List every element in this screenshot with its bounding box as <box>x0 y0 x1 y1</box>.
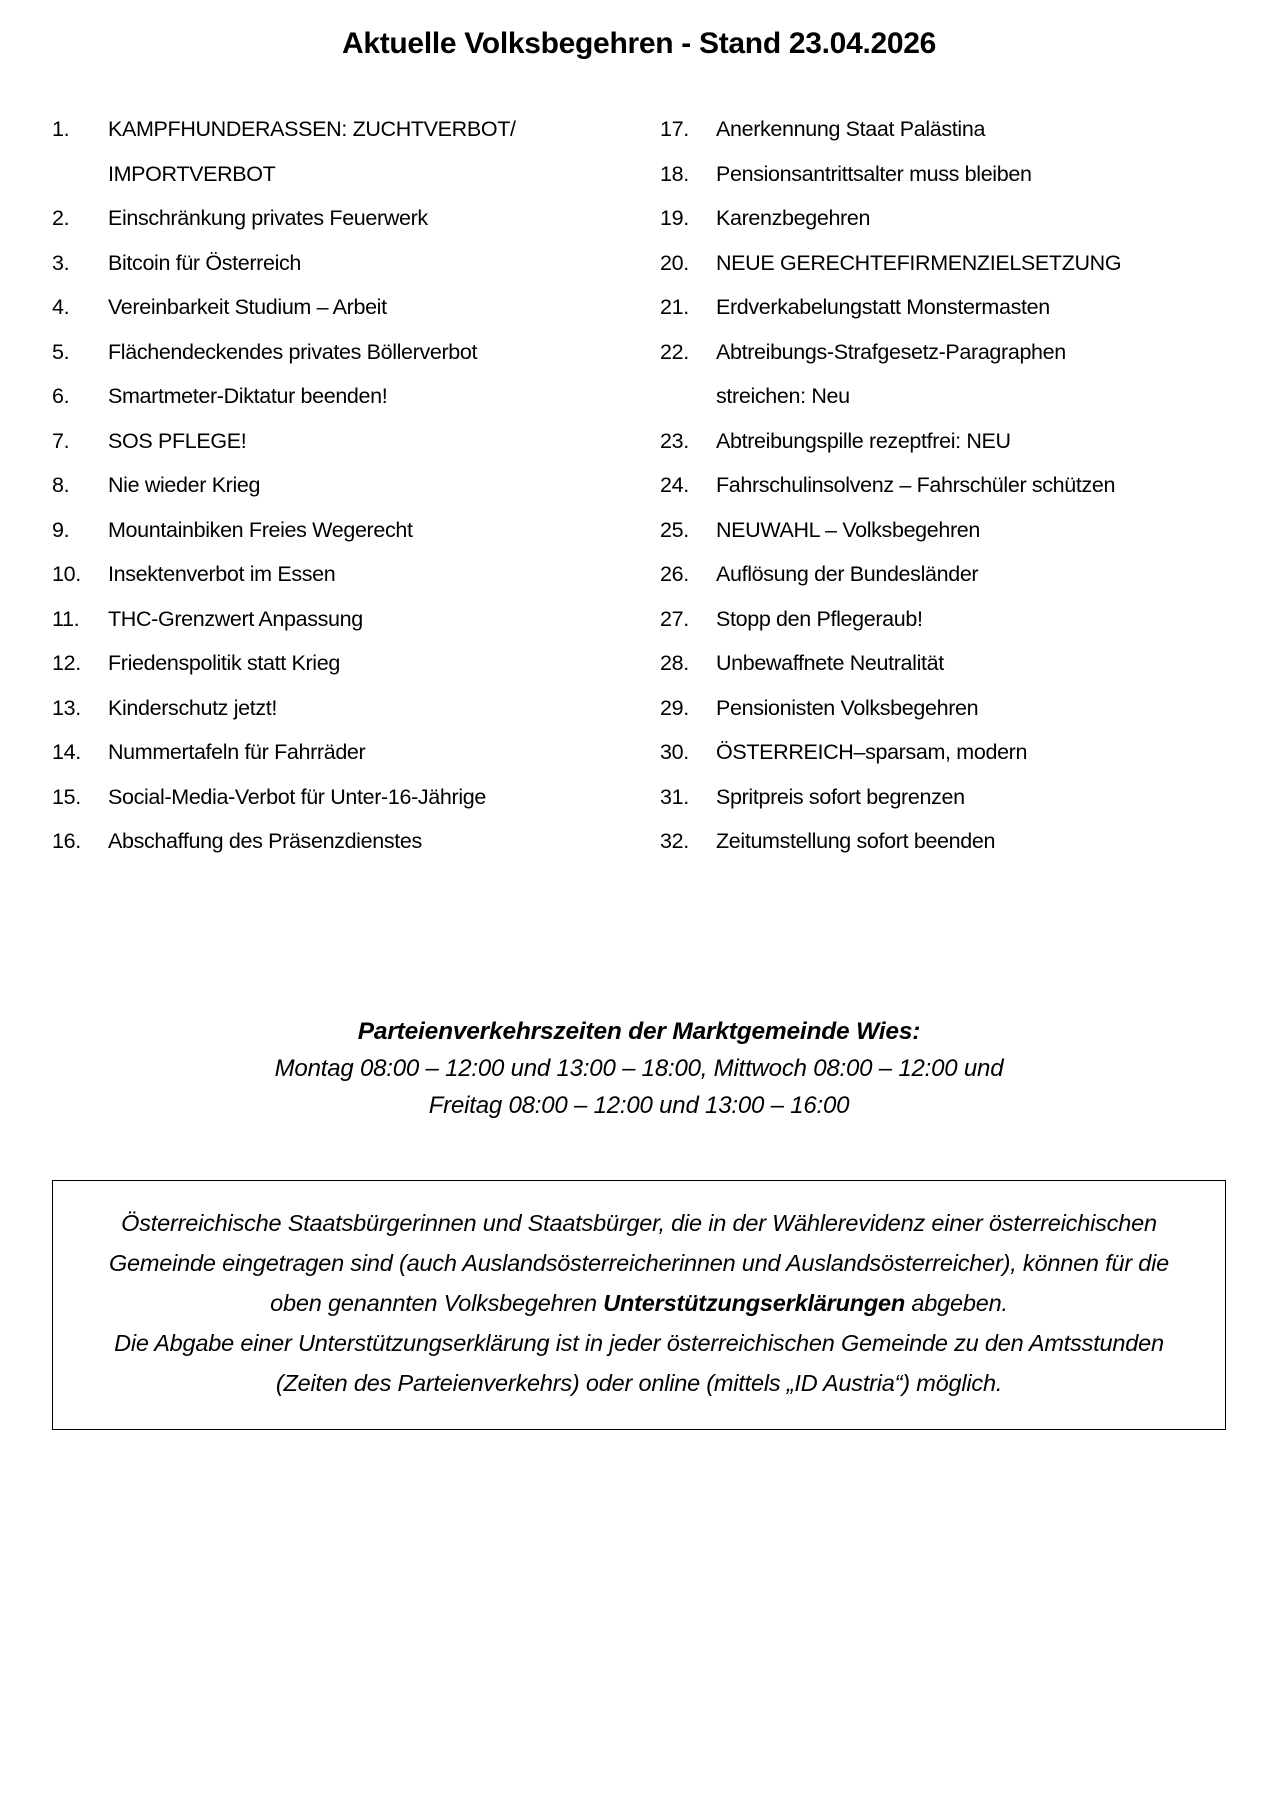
list-item <box>660 686 1244 731</box>
list-column-left <box>52 107 648 864</box>
list-item-number: 24. <box>660 473 689 497</box>
list-item <box>660 552 1244 597</box>
list-item-number: 5. <box>52 339 70 364</box>
list-item-label: NEUE GERECHTEFIRMENZIELSETZUNG <box>716 250 1122 275</box>
list-item-number: 10. <box>52 562 81 586</box>
list-item-label: Auflösung der Bundesländer <box>716 562 979 586</box>
list-item <box>52 552 638 597</box>
list-item-label: Fahrschulinsolvenz – Fahrschüler schützen <box>716 473 1116 497</box>
list-item-label: Unbewaffnete Neutralität <box>716 651 944 675</box>
list-item-label: Stopp den Pflegeraub! <box>716 606 923 631</box>
list-item-number: 7. <box>52 428 70 453</box>
list-item-number: 19. <box>660 206 689 230</box>
list-item <box>52 775 638 820</box>
list-item <box>52 641 638 686</box>
list-item-number: 1. <box>52 117 70 141</box>
list-item <box>660 463 1244 508</box>
list-item-continuation: streichen: Neu <box>716 384 850 408</box>
list-item-number: 20. <box>660 250 689 275</box>
list-item <box>52 374 638 419</box>
list-item-label: Pensionsantrittsalter muss bleiben <box>716 161 1032 186</box>
support-declaration-notice <box>52 1180 1226 1430</box>
list-item-label: Smartmeter-Diktatur beenden! <box>108 384 388 408</box>
notice-paragraph-2: Die Abgabe einer Unterstützungserklärung ist in jeder österreichischen Gemeinde zu den Amtsstunden (Zeiten des Parteienverkehrs) oder online (mittels „ID Austria“) möglich. <box>114 1329 1164 1396</box>
list-item-label: Friedenspolitik statt Krieg <box>108 651 340 675</box>
list-item-label: Spritpreis sofort begrenzen <box>716 784 965 809</box>
office-hours-line-2: Freitag 08:00 – 12:00 und 13:00 – 16:00 <box>428 1091 850 1119</box>
list-item-number: 31. <box>660 784 689 809</box>
list-item-number: 21. <box>660 295 689 319</box>
list-column-right <box>648 107 1244 864</box>
list-item-number: 25. <box>660 517 689 542</box>
notice-highlight-term: Unterstützungserklärungen <box>603 1289 906 1316</box>
list-item-number: 6. <box>52 384 70 408</box>
list-item-number: 15. <box>52 784 81 809</box>
list-item-label: SOS PFLEGE! <box>108 428 247 453</box>
list-item-number: 14. <box>52 740 81 764</box>
list-item-number: 28. <box>660 651 689 675</box>
list-item <box>52 508 638 553</box>
list-item-label: Nummertafeln für Fahrräder <box>108 740 366 764</box>
list-item-number: 23. <box>660 428 689 453</box>
list-item <box>52 819 638 864</box>
list-item-label: NEUWAHL – Volksbegehren <box>716 517 981 542</box>
list-item <box>52 419 638 464</box>
list-item-number: 2. <box>52 206 70 230</box>
office-hours-line-1: Montag 08:00 – 12:00 und 13:00 – 18:00, Mittwoch 08:00 – 12:00 und <box>274 1054 1004 1082</box>
list-item-number: 30. <box>660 740 689 764</box>
list-item-label: Bitcoin für Österreich <box>108 250 302 275</box>
list-item-label: Abschaffung des Präsenzdienstes <box>108 829 422 853</box>
list-item-label: Abtreibungs-Strafgesetz-Paragraphen <box>716 339 1066 364</box>
list-item <box>52 285 638 330</box>
list-item-label: Vereinbarkeit Studium – Arbeit <box>108 295 387 319</box>
list-item <box>660 285 1244 330</box>
list-item-number: 22. <box>660 339 689 364</box>
list-item <box>660 196 1244 241</box>
notice-paragraph-1-part-a: Österreichische Staatsbürgerinnen und Staatsbürger, die in der Wählerevidenz einer österreichischen Gemeinde eingetragen sind (auch Auslandsösterreicherinnen und Auslandsösterreicher), können für die oben genannten Volksbegehren <box>108 1209 1170 1316</box>
notice-paragraph-1 <box>87 1203 1191 1323</box>
list-item-number: 17. <box>660 117 689 141</box>
list-item-number: 13. <box>52 695 81 720</box>
list-item-number: 4. <box>52 295 70 319</box>
list-item-label: Kinderschutz jetzt! <box>108 695 278 720</box>
list-item <box>52 730 638 775</box>
list-item-number: 27. <box>660 606 689 631</box>
list-item <box>660 152 1244 197</box>
list-item-label: Einschränkung privates Feuerwerk <box>108 206 428 230</box>
office-hours-heading: Parteienverkehrszeiten der Marktgemeinde Wies: <box>357 1017 921 1045</box>
list-item <box>660 508 1244 553</box>
list-item-number: 11. <box>52 606 80 631</box>
list-item-label: Karenzbegehren <box>716 206 871 230</box>
list-item-number: 18. <box>660 161 689 186</box>
list-item <box>660 107 1244 152</box>
list-item <box>660 730 1244 775</box>
list-item-label: ÖSTERREICH–sparsam, modern <box>716 740 1028 764</box>
list-item <box>660 330 1244 375</box>
list-item-number: 9. <box>52 517 70 542</box>
list-item <box>660 819 1244 864</box>
list-item-label: Insektenverbot im Essen <box>108 562 336 586</box>
list-item-number: 3. <box>52 250 70 275</box>
list-item-number: 8. <box>52 473 70 497</box>
list-item-label: Nie wieder Krieg <box>108 473 261 497</box>
list-item-number: 29. <box>660 695 689 720</box>
list-item-label: Flächendeckendes privates Böllerverbot <box>108 339 478 364</box>
list-item-number: 12. <box>52 651 81 675</box>
list-item <box>52 241 638 286</box>
list-item-label: Mountainbiken Freies Wegerecht <box>108 517 413 542</box>
volksbegehren-list <box>0 107 1278 864</box>
list-item-label: Abtreibungspille rezeptfrei: NEU <box>716 428 1011 453</box>
list-item-label: KAMPFHUNDERASSEN: ZUCHTVERBOT/ <box>108 117 516 141</box>
office-hours-block <box>0 1014 1278 1124</box>
list-item-label: Anerkennung Staat Palästina <box>716 117 986 141</box>
page-title: Aktuelle Volksbegehren - Stand 23.04.2026 <box>341 27 937 60</box>
list-item-number: 32. <box>660 829 689 853</box>
list-item-number: 26. <box>660 562 689 586</box>
list-item <box>52 463 638 508</box>
list-item-label: Erdverkabelungstatt Monstermasten <box>716 295 1050 319</box>
list-item <box>52 686 638 731</box>
list-item <box>660 241 1244 286</box>
list-item <box>660 419 1244 464</box>
list-item <box>52 107 638 152</box>
notice-paragraph-1-part-b: abgeben. <box>905 1289 1008 1316</box>
list-item-label: Social-Media-Verbot für Unter-16-Jährige <box>108 784 486 809</box>
list-item <box>52 196 638 241</box>
list-item-label: Pensionisten Volksbegehren <box>716 695 979 720</box>
list-item <box>52 597 638 642</box>
list-item <box>52 330 638 375</box>
list-item-label: THC-Grenzwert Anpassung <box>108 606 363 631</box>
list-item <box>660 775 1244 820</box>
list-item <box>660 597 1244 642</box>
list-item-continuation: IMPORTVERBOT <box>108 161 276 186</box>
list-item-number: 16. <box>52 829 81 853</box>
list-item-label: Zeitumstellung sofort beenden <box>716 829 996 853</box>
list-item <box>660 641 1244 686</box>
